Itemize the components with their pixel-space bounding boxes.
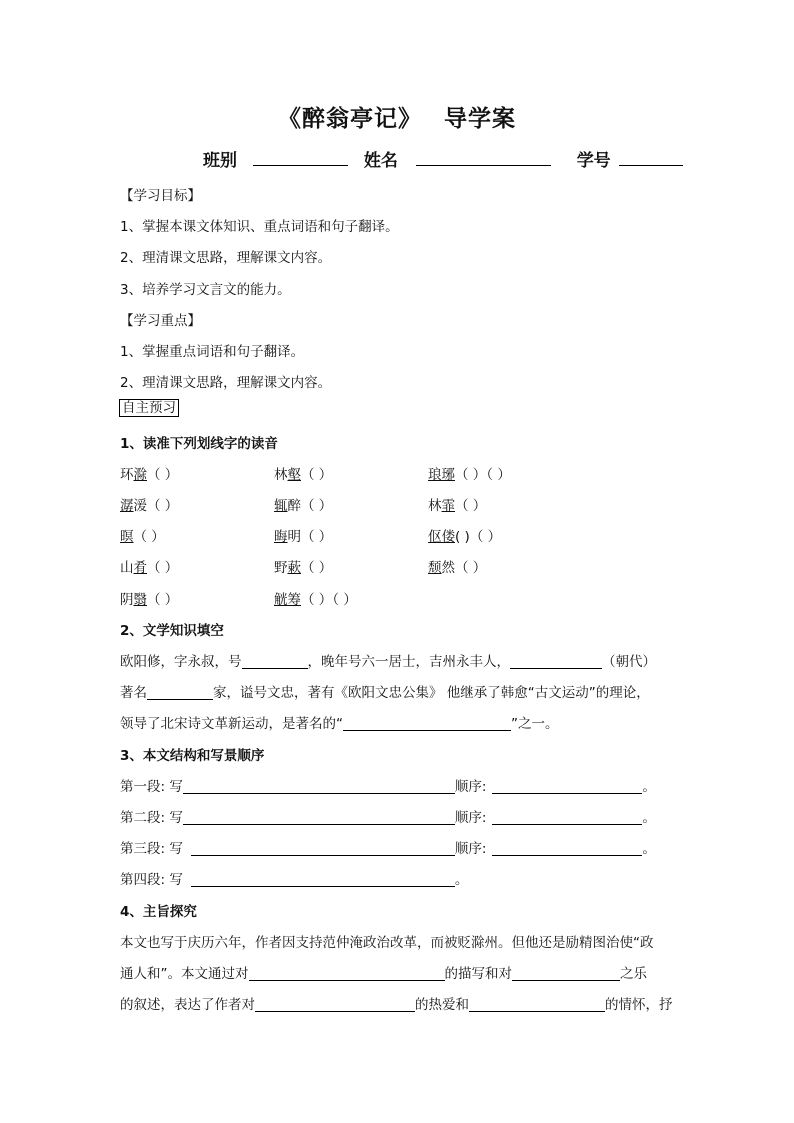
- pronunciation-item: 环滁（ ）: [120, 467, 179, 483]
- goal-item: 1、掌握本课文体知识、重点词语和句子翻译。: [120, 219, 399, 235]
- pronunciation-item: 颓然（ ）: [428, 560, 487, 576]
- title-suffix: 导学案: [444, 106, 516, 132]
- content-blank[interactable]: [183, 778, 455, 794]
- id-field[interactable]: [619, 151, 683, 166]
- order-blank[interactable]: [492, 809, 642, 825]
- q2-line-1: 欧阳修，字永叔，号 ，晚年号六一居士，吉州永丰人， （朝代）: [120, 654, 656, 670]
- pronunciation-item: 野蔌（ ）: [274, 560, 333, 576]
- pronunciation-item: 觥筹（ ）（ ）: [274, 592, 357, 608]
- focus-item: 2、理清课文思路，理解课文内容。: [120, 375, 332, 391]
- love-blank[interactable]: [255, 996, 415, 1012]
- structure-row: 第三段: 写 顺序: 。: [120, 841, 656, 857]
- preview-label: 自主预习: [119, 398, 179, 418]
- order-blank[interactable]: [492, 840, 642, 856]
- pronunciation-item: 伛偻( )（ ）: [428, 529, 502, 545]
- class-field[interactable]: [253, 151, 348, 166]
- pronunciation-item: 辄醉（ ）: [274, 498, 333, 514]
- content-blank[interactable]: [183, 809, 455, 825]
- q4-heading: 4、主旨探究: [120, 904, 197, 920]
- goal-item: 3、培养学习文言文的能力。: [120, 282, 291, 298]
- pronunciation-item: 晦明（ ）: [274, 529, 333, 545]
- q4-line-1: 本文也写于庆历六年，作者因支持范仲淹政治改革，而被贬滁州。但他还是励精图治使“政: [120, 935, 654, 951]
- id-label: 学号: [576, 151, 611, 171]
- pronunciation-item: 阴翳（ ）: [120, 592, 179, 608]
- content-blank[interactable]: [191, 871, 455, 887]
- feeling-blank[interactable]: [469, 996, 605, 1012]
- class-label: 班别: [203, 151, 237, 171]
- title-main: 《醉翁亭记》: [278, 106, 422, 132]
- pronunciation-item: 林壑（ ）: [274, 467, 333, 483]
- dynasty-blank[interactable]: [510, 653, 602, 669]
- q3-heading: 3、本文结构和写景顺序: [120, 748, 265, 764]
- name-label: 姓名: [363, 151, 398, 171]
- q1-heading: 1、读准下列划线字的读音: [120, 436, 278, 452]
- q2-line-3: 领导了北宋诗文革新运动，是著名的“ ”之一。: [120, 716, 559, 732]
- scenery-blank[interactable]: [249, 965, 445, 981]
- q4-line-3: 的叙述，表达了作者对 的热爱和 的情怀，抒: [120, 997, 673, 1013]
- structure-row: 第一段: 写 顺序: 。: [120, 779, 656, 795]
- student-info-line: [203, 146, 683, 171]
- structure-row: 第二段: 写 顺序: 。: [120, 810, 656, 826]
- pronunciation-item: 琅琊（ ）（ ）: [428, 467, 511, 483]
- goals-heading: 【学习目标】: [120, 188, 201, 204]
- focus-heading: 【学习重点】: [120, 313, 201, 329]
- goal-item: 2、理清课文思路，理解课文内容。: [120, 250, 332, 266]
- pronunciation-item: 山肴（ ）: [120, 560, 179, 576]
- content-blank[interactable]: [191, 840, 455, 856]
- q2-line-2: 著名 家，谥号文忠，著有《欧阳文忠公集》 他继承了韩愈“古文运动”的理论，: [120, 685, 650, 701]
- profession-blank[interactable]: [147, 684, 213, 700]
- page-title: [0, 100, 794, 133]
- q4-line-2: 通人和”。本文通过对 的描写和对 之乐: [120, 966, 647, 982]
- hao-blank[interactable]: [242, 653, 308, 669]
- pronunciation-item: 暝（ ）: [120, 529, 165, 545]
- title-blank[interactable]: [343, 715, 511, 731]
- name-field[interactable]: [416, 151, 551, 166]
- focus-item: 1、掌握重点词语和句子翻译。: [120, 344, 305, 360]
- joy-blank[interactable]: [512, 965, 620, 981]
- pronunciation-item: 潺湲（ ）: [120, 498, 179, 514]
- q2-heading: 2、文学知识填空: [120, 623, 224, 639]
- structure-row: 第四段: 写 。: [120, 872, 469, 888]
- pronunciation-item: 林霏（ ）: [428, 498, 487, 514]
- order-blank[interactable]: [492, 778, 642, 794]
